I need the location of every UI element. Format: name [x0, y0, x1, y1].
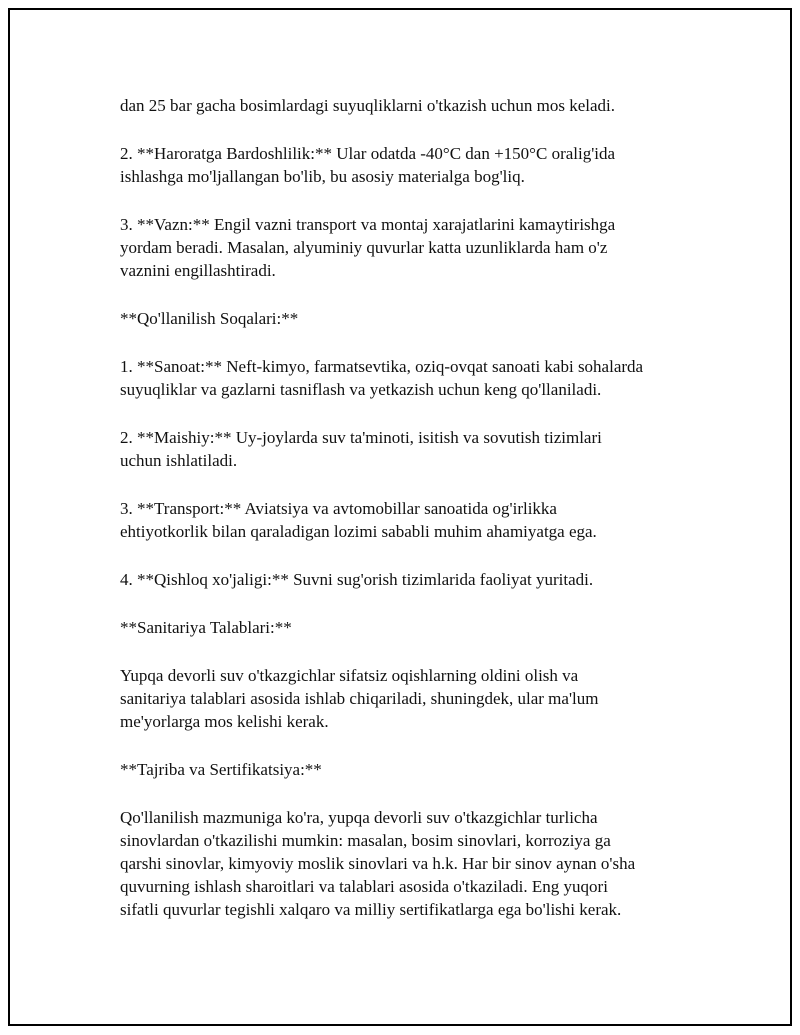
text-line: 3. **Transport:** Aviatsiya va avtomobillar sanoatida og'irlikka — [120, 499, 557, 518]
text-line: sanitariya talablari asosida ishlab chiqariladi, shuningdek, ular ma'lum — [120, 689, 599, 708]
text-line: me'yorlarga mos kelishi kerak. — [120, 712, 329, 731]
text-line: Qo'llanilish mazmuniga ko'ra, yupqa devorli suv o'tkazgichlar turlicha — [120, 808, 598, 827]
page-frame — [8, 8, 792, 1026]
text-line: 1. **Sanoat:** Neft-kimyo, farmatsevtika, oziq-ovqat sanoati kabi sohalarda — [120, 357, 644, 376]
text-line: 2. **Maishiy:** Uy-joylarda suv ta'minoti, isitish va sovutish tizimlari — [120, 428, 602, 447]
heading-application-areas — [120, 307, 740, 330]
text-line: ishlashga mo'ljallangan bo'lib, bu asosiy materialga bog'liq. — [120, 167, 525, 186]
heading-sanitary-requirements — [120, 616, 740, 639]
text-line: Yupqa devorli suv o'tkazgichlar sifatsiz oqishlarning oldini olish va — [120, 666, 579, 685]
text-line: 2. **Haroratga Bardoshlilik:** Ular odatda -40°C dan +150°C oralig'ida — [120, 144, 616, 163]
document-body — [120, 94, 740, 946]
text-line: uchun ishlatiladi. — [120, 451, 238, 470]
heading-certification — [120, 758, 740, 781]
text-line: **Sanitariya Talablari:** — [120, 618, 292, 637]
paragraph-transport — [120, 497, 740, 543]
text-line: sinovlardan o'tkazilishi mumkin: masalan, bosim sinovlari, korroziya ga — [120, 831, 611, 850]
paragraph-pressure-continuation — [120, 94, 740, 117]
paragraph-industry — [120, 355, 740, 401]
paragraph-household — [120, 426, 740, 472]
paragraph-weight — [120, 213, 740, 282]
text-line: quvurning ishlash sharoitlari va talablari asosida o'tkaziladi. Eng yuqori — [120, 877, 608, 896]
text-line: 3. **Vazn:** Engil vazni transport va montaj xarajatlarini kamaytirishga — [120, 215, 616, 234]
text-line: ehtiyotkorlik bilan qaraladigan lozimi sababli muhim ahamiyatga ega. — [120, 522, 597, 541]
text-line: **Qo'llanilish Soqalari:** — [120, 309, 299, 328]
text-line: 4. **Qishloq xo'jaligi:** Suvni sug'orish tizimlarida faoliyat yuritadi. — [120, 570, 594, 589]
text-line: yordam beradi. Masalan, alyuminiy quvurlar katta uzunliklarda ham o'z — [120, 238, 608, 257]
text-line: sifatli quvurlar tegishli xalqaro va milliy sertifikatlarga ega bo'lishi kerak. — [120, 900, 622, 919]
text-line: **Tajriba va Sertifikatsiya:** — [120, 760, 322, 779]
paragraph-sanitary-body — [120, 664, 740, 733]
text-line: dan 25 bar gacha bosimlardagi suyuqliklarni o'tkazish uchun mos keladi. — [120, 96, 616, 115]
paragraph-agriculture — [120, 568, 740, 591]
text-line: qarshi sinovlar, kimyoviy moslik sinovlari va h.k. Har bir sinov aynan o'sha — [120, 854, 636, 873]
paragraph-certification-body — [120, 806, 740, 921]
text-line: vaznini engillashtiradi. — [120, 261, 276, 280]
paragraph-temperature-resistance — [120, 142, 740, 188]
text-line: suyuqliklar va gazlarni tasniflash va yetkazish uchun keng qo'llaniladi. — [120, 380, 602, 399]
